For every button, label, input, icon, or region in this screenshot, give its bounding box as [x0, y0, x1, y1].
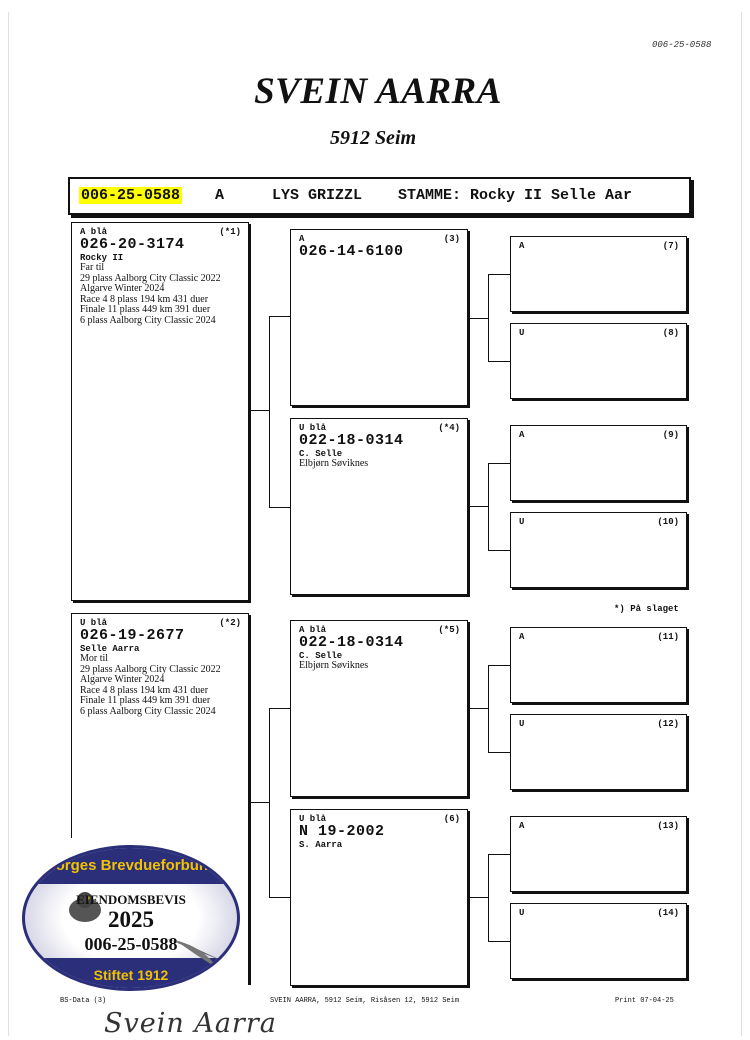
note-line: Finale 11 plass 449 km 391 duer	[80, 695, 211, 707]
box-color: A	[299, 234, 305, 244]
box-number: (7)	[662, 241, 679, 251]
box-number: (14)	[657, 908, 679, 918]
box-number: (9)	[662, 430, 679, 440]
note-line: 6 plass Aalborg City Classic 2024	[80, 314, 216, 326]
box-name: C. Selle	[299, 449, 343, 459]
connector-line	[488, 665, 489, 753]
connector-line	[249, 802, 269, 803]
box-number: (11)	[657, 632, 679, 642]
grandparent-box-4	[290, 418, 468, 595]
header-strain: STAMME: Rocky II Selle Aar	[398, 187, 633, 204]
owner-name: SVEIN AARRA	[254, 71, 502, 112]
footer-address: SVEIN AARRA, 5912 Seim, Risåsen 12, 5912 Seim	[270, 997, 460, 1005]
connector-line	[488, 941, 510, 942]
box-color: A blå	[80, 227, 108, 237]
owner-place: 5912 Seim	[329, 127, 417, 149]
legend-on-loft: *) På slaget	[614, 604, 679, 614]
note-line: Finale 11 plass 449 km 391 duer	[80, 304, 211, 316]
connector-line	[269, 708, 270, 898]
header-ring-number: 006-25-0588	[81, 187, 181, 204]
box-number: (13)	[657, 821, 679, 831]
box-color: U	[519, 719, 525, 729]
footer-software: BS-Data (3)	[60, 997, 107, 1005]
note-line: 6 plass Aalborg City Classic 2024	[80, 705, 216, 717]
ancestor-box-12	[510, 714, 687, 790]
box-ring: 026-19-2677	[80, 627, 185, 644]
box-number: (10)	[657, 517, 679, 527]
note-line: Elbjørn Søviknes	[299, 458, 369, 469]
box-number: (*1)	[219, 227, 241, 237]
stamp-founded: Stiftet 1912	[93, 967, 169, 983]
box-number: (*2)	[219, 618, 241, 628]
ancestor-box-7	[510, 236, 687, 312]
box-number: (6)	[443, 814, 460, 824]
connector-line	[249, 410, 269, 411]
box-notes	[299, 661, 368, 672]
note-line: Race 4 8 plass 194 km 431 duer	[80, 684, 209, 696]
connector-line	[269, 316, 290, 317]
connector-line	[488, 665, 510, 666]
connector-line	[488, 854, 510, 855]
box-ring: 022-18-0314	[299, 634, 404, 651]
connector-line	[488, 463, 489, 551]
note-line: 29 plass Aalborg City Classic 2022	[80, 272, 221, 284]
box-color: U	[519, 517, 525, 527]
ancestor-box-11	[510, 627, 687, 703]
box-number: (*4)	[438, 423, 460, 433]
note-line: Elbjørn Søviknes	[299, 660, 369, 671]
footer-print-date: Print 07-04-25	[615, 997, 674, 1005]
note-line: Mor til	[80, 653, 109, 664]
note-line: Algarve Winter 2024	[80, 283, 165, 295]
ancestor-box-13	[510, 816, 687, 892]
note-line: Algarve Winter 2024	[80, 674, 165, 686]
ancestor-box-10	[510, 512, 687, 588]
ownership-stamp	[22, 845, 240, 991]
box-color: A blå	[299, 625, 327, 635]
connector-line	[488, 550, 510, 551]
box-color: U blå	[80, 618, 108, 628]
header-color: LYS GRIZZL	[272, 187, 363, 204]
connector-line	[468, 708, 488, 709]
box-color: A	[519, 632, 525, 642]
box-color: A	[519, 241, 525, 251]
box-color: A	[519, 430, 525, 440]
parent-box-sire	[71, 222, 249, 601]
connector-line	[269, 708, 290, 709]
box-name: C. Selle	[299, 651, 343, 661]
header-sex: A	[215, 187, 225, 204]
grandparent-box-6	[290, 809, 468, 986]
box-color: U	[519, 328, 525, 338]
box-name: Selle Aarra	[80, 644, 140, 654]
ancestor-box-8	[510, 323, 687, 399]
stamp-organization: Norges Brevdueforbund	[44, 857, 218, 874]
box-name: S. Aarra	[299, 840, 343, 850]
box-ring: 026-14-6100	[299, 243, 404, 260]
connector-line	[269, 897, 290, 898]
pigeon-header-bar	[68, 177, 691, 215]
box-color: U	[519, 908, 525, 918]
connector-line	[488, 463, 510, 464]
box-notes	[299, 459, 368, 470]
stamp-year: 2025	[108, 907, 154, 932]
box-color: U blå	[299, 814, 327, 824]
box-number: (*5)	[438, 625, 460, 635]
connector-line	[488, 361, 510, 362]
box-notes	[80, 263, 221, 327]
ancestor-box-9	[510, 425, 687, 501]
box-color: U blå	[299, 423, 327, 433]
box-ring: 022-18-0314	[299, 432, 404, 449]
stamp-ring-number: 006-25-0588	[84, 934, 178, 954]
signature: Svein Aarra	[104, 1008, 277, 1039]
box-number: (8)	[662, 328, 679, 338]
stamp-title: EIENDOMSBEVIS	[76, 892, 186, 907]
box-notes	[80, 654, 221, 718]
box-name: Rocky II	[80, 253, 124, 263]
ancestor-box-14	[510, 903, 687, 979]
connector-line	[488, 274, 489, 362]
connector-line	[488, 274, 510, 275]
box-number: (12)	[657, 719, 679, 729]
connector-line	[468, 897, 488, 898]
document-id: 006-25-0588	[652, 40, 712, 50]
connector-line	[468, 506, 488, 507]
connector-line	[269, 316, 270, 508]
note-line: Race 4 8 plass 194 km 431 duer	[80, 293, 209, 305]
note-line: 29 plass Aalborg City Classic 2022	[80, 663, 221, 675]
box-ring: N 19-2002	[299, 823, 385, 840]
grandparent-box-3	[290, 229, 468, 406]
box-ring: 026-20-3174	[80, 236, 185, 253]
box-number: (3)	[443, 234, 460, 244]
connector-line	[269, 507, 290, 508]
note-line: Far til	[80, 262, 105, 273]
connector-line	[468, 318, 488, 319]
connector-line	[488, 854, 489, 942]
grandparent-box-5	[290, 620, 468, 797]
connector-line	[488, 752, 510, 753]
box-color: A	[519, 821, 525, 831]
